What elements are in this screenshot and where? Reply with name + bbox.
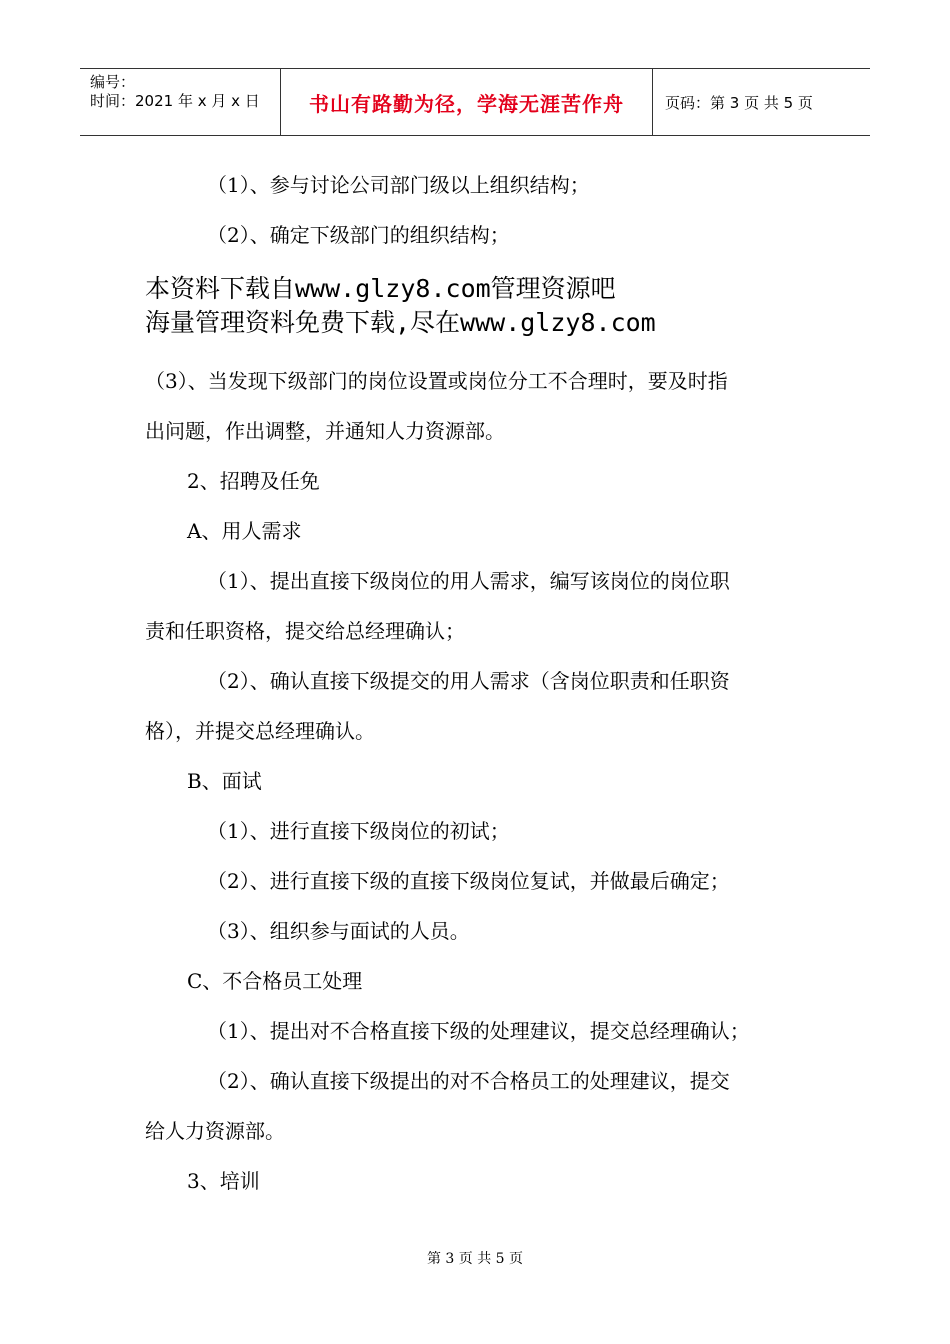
section-heading: 2、招聘及任免 [187, 469, 320, 493]
subsection-heading: A、用人需求 [187, 519, 302, 543]
page-info-text: 页码：第 3 页 共 5 页 [665, 93, 813, 112]
number-label: 编号： [90, 73, 136, 91]
paragraph: （1）、进行直接下级岗位的初试； [207, 819, 510, 843]
paragraph: （1）、提出对不合格直接下级的处理建议，提交总经理确认； [207, 1019, 750, 1043]
document-body [145, 160, 805, 1206]
paragraph: （2）、确认直接下级提出的对不合格员工的处理建议，提交 [207, 1069, 730, 1093]
paragraph: 责和任职资格，提交给总经理确认； [145, 619, 465, 643]
header-page-info [653, 69, 870, 135]
paragraph: 出问题，作出调整，并通知人力资源部。 [145, 419, 505, 443]
paragraph: （2）、确认直接下级提交的用人需求（含岗位职责和任职资 [207, 669, 730, 693]
paragraph: （1）、参与讨论公司部门级以上组织结构； [207, 173, 590, 197]
paragraph: （2）、确定下级部门的组织结构； [207, 223, 510, 247]
header-motto [281, 69, 653, 135]
download-notice-line: 海量管理资料免费下载,尽在www.glzy8.com [145, 308, 656, 337]
subsection-heading: C、不合格员工处理 [187, 969, 363, 993]
motto-text: 书山有路勤为径，学海无涯苦作舟 [309, 91, 624, 116]
page-header [80, 68, 870, 136]
paragraph: 格），并提交总经理确认。 [145, 719, 375, 743]
paragraph: （1）、提出直接下级岗位的用人需求，编写该岗位的岗位职 [207, 569, 730, 593]
footer-page-number: 第 3 页 共 5 页 [426, 1251, 524, 1267]
subsection-heading: B、面试 [187, 769, 262, 793]
paragraph: （3）、当发现下级部门的岗位设置或岗位分工不合理时，要及时指 [145, 369, 728, 393]
paragraph: 给人力资源部。 [145, 1119, 285, 1143]
page-footer [0, 1248, 950, 1268]
paragraph: （2）、进行直接下级的直接下级岗位复试，并做最后确定； [207, 869, 730, 893]
section-heading: 3、培训 [187, 1169, 260, 1193]
header-meta [80, 69, 281, 135]
paragraph: （3）、组织参与面试的人员。 [207, 919, 470, 943]
download-notice-line: 本资料下载自www.glzy8.com管理资源吧 [145, 274, 616, 303]
date-label: 时间：2021 年 x 月 x 日 [90, 92, 260, 110]
download-notice [145, 272, 805, 340]
